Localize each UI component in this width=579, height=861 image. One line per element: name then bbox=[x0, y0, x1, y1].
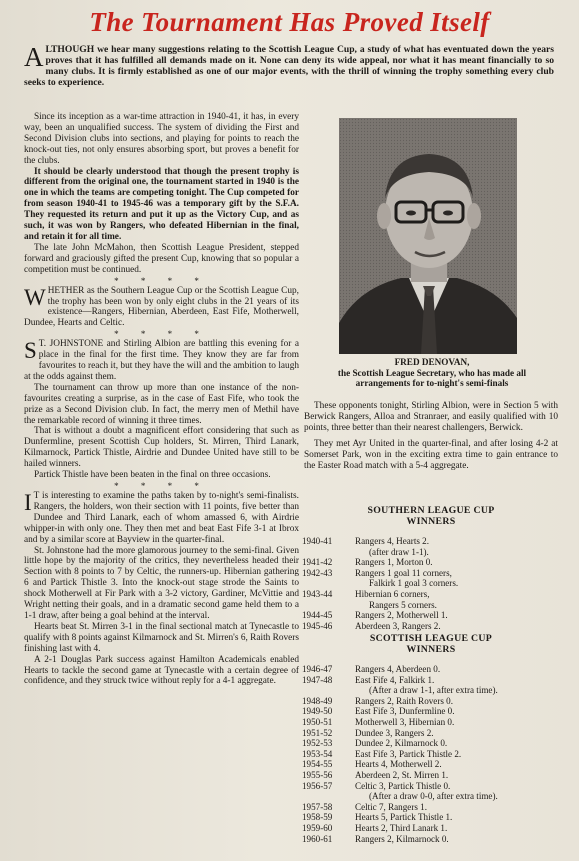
winners-season: 1959-60 bbox=[302, 822, 333, 833]
winners-row bbox=[302, 621, 560, 632]
winners-row bbox=[302, 791, 560, 802]
paragraph-dropcap: W bbox=[24, 284, 46, 310]
winners-row bbox=[302, 802, 560, 813]
winners-result: Aberdeen 2, St. Mirren 1. bbox=[355, 769, 449, 780]
winners-row bbox=[302, 547, 560, 558]
winners-season: 1944-45 bbox=[302, 610, 333, 621]
winners-season: 1942-43 bbox=[302, 567, 333, 578]
paragraph-dropcap: S bbox=[24, 338, 37, 364]
winners-result: (After a draw 0-0, after extra time). bbox=[369, 791, 498, 802]
intro-text: LTHOUGH we hear many suggestions relating to the Scottish League Cup, a study of what has eventuated down the years proves that it has fulfilled all demands made on it. None can deny its wide appeal, nor what it has meant financially to so many clubs. It is firmly established as one of our major events, with the thrill of winning the trophy something every club seeks to experience. bbox=[24, 44, 554, 88]
winners-row bbox=[302, 781, 560, 792]
intro-paragraph bbox=[24, 44, 554, 88]
scottish-winners-list bbox=[302, 633, 560, 844]
winners-row bbox=[302, 557, 560, 568]
article-paragraph: WHETHER as the Southern League Cup or the Scottish League Cup, the trophy has been won by only eight clubs in the 21 years of its existence—Rangers, Hibernian, Aberdeen, East Fife, Motherwell, Dundee, Hearts and Celtic. bbox=[24, 284, 299, 329]
article-paragraph: A 2-1 Douglas Park success against Hamilton Academicals enabled Hearts to tackle the second game at Tynecastle with a certain degree of confidence, and they struck twice without reply for a 4-1 aggregate. bbox=[24, 654, 299, 687]
winners-season: 1948-49 bbox=[302, 695, 333, 706]
winners-season bbox=[302, 578, 355, 589]
winners-season: 1958-59 bbox=[302, 812, 333, 823]
caption-description: the Scottish League Secretary, who has made all arrangements for to-night's semi-finals bbox=[337, 367, 527, 389]
winners-season: 1943-44 bbox=[302, 588, 333, 599]
winners-result: Rangers 5 corners. bbox=[369, 599, 437, 610]
article-paragraph: I T is interesting to examine the paths taken by to-night's semi-finalists. Rangers, the holders, won their section with 11 points, five better than Dundee and Third Lanark, each of whom amassed 6, with Airdrie whipper-in with only one. They then met and beat East Fife 3-1 at Ibrox and by a similar score at Bayview in the quarter-final. bbox=[24, 490, 299, 545]
winners-row bbox=[302, 589, 560, 600]
article-paragraph: Since its inception as a war-time attraction in 1940-41, it has, in every way, been an unqualified success. The system of dividing the First and Second Division clubs into sections, and playing for points to reach the knock-out ties, not only ensures absorbing sport, but proves a benefit for the clubs. bbox=[24, 112, 299, 166]
winners-result: East Fife 4, Falkirk 1. bbox=[355, 674, 435, 685]
winners-row bbox=[302, 749, 560, 760]
winners-row bbox=[302, 536, 560, 547]
winners-result: Hearts 4, Motherwell 2. bbox=[355, 759, 442, 770]
section-separator: * * * * bbox=[114, 275, 209, 286]
winners-row bbox=[302, 823, 560, 834]
winners-row bbox=[302, 728, 560, 739]
winners-result: Rangers 1, Morton 0. bbox=[355, 557, 433, 568]
winners-season: 1950-51 bbox=[302, 716, 333, 727]
section-separator: * * * * bbox=[114, 481, 209, 491]
winners-season: 1945-46 bbox=[302, 620, 333, 631]
winners-row bbox=[302, 834, 560, 845]
winners-season bbox=[302, 685, 355, 696]
winners-result: East Fife 3, Partick Thistle 2. bbox=[355, 748, 462, 759]
article-paragraph: That is without a doubt a magnificent effort considering that such as Dunfermline, present Scottish Cup holders, St. Mirren, Third Lanark, Kilmarnock, Partick Thistle, Airdrie and Dundee United have still to be hailed winners. bbox=[24, 426, 299, 470]
winners-result: Celtic 7, Rangers 1. bbox=[355, 801, 427, 812]
winners-season: 1960-61 bbox=[302, 833, 333, 844]
winners-row bbox=[302, 759, 560, 770]
winners-result: Rangers 4, Hearts 2. bbox=[355, 536, 429, 546]
article-paragraph: Hearts beat St. Mirren 3-1 in the final sectional match at Tynecastle to qualify with 8 points against Kilmarnock and St. Mirren's 6, Raith Rovers finishing last with 4. bbox=[24, 621, 299, 654]
winners-result: Dundee 2, Kilmarnock 0. bbox=[355, 738, 448, 749]
winners-season: 1953-54 bbox=[302, 748, 333, 759]
southern-winners-heading: SOUTHERN LEAGUE CUP WINNERS bbox=[367, 505, 495, 527]
section-separator: * * * * bbox=[114, 329, 209, 340]
article-paragraph: The late John McMahon, then Scottish League President, stepped forward and graciously gifted the present Cup, knowing that so popular a competition must be continued. bbox=[24, 242, 299, 275]
winners-result: Dundee 3, Rangers 2. bbox=[355, 727, 434, 738]
paragraph-dropcap: I bbox=[24, 490, 32, 515]
scottish-winners-rows bbox=[302, 664, 560, 844]
winners-row bbox=[302, 610, 560, 621]
winners-season: 1951-52 bbox=[302, 727, 333, 738]
scottish-winners-heading: SCOTTISH LEAGUE CUP WINNERS bbox=[369, 633, 493, 655]
portrait-image bbox=[339, 118, 517, 354]
winners-season: 1941-42 bbox=[302, 557, 333, 568]
winners-row bbox=[302, 706, 560, 717]
winners-season: 1952-53 bbox=[302, 738, 333, 749]
winners-result: Hearts 5, Partick Thistle 1. bbox=[355, 812, 453, 823]
winners-season bbox=[302, 547, 355, 558]
winners-row bbox=[302, 568, 560, 579]
intro-dropcap: A bbox=[24, 42, 44, 72]
winners-result: Celtic 3, Partick Thistle 0. bbox=[355, 780, 451, 791]
winners-row bbox=[302, 675, 560, 686]
winners-row bbox=[302, 664, 560, 675]
winners-season: 1956-57 bbox=[302, 780, 333, 791]
winners-season: 1954-55 bbox=[302, 759, 333, 770]
winners-result: Rangers 2, Motherwell 1. bbox=[355, 610, 448, 621]
winners-result: Rangers 4, Aberdeen 0. bbox=[355, 664, 441, 674]
winners-season: 1940-41 bbox=[302, 536, 333, 546]
winners-result: Rangers 2, Kilmarnock 0. bbox=[355, 833, 449, 844]
winners-season: 1947-48 bbox=[302, 674, 333, 685]
winners-result: (After a draw 1-1, after extra time). bbox=[369, 685, 498, 696]
winners-row bbox=[302, 717, 560, 728]
portrait-photo bbox=[339, 118, 517, 354]
winners-result: Hearts 2, Third Lanark 1. bbox=[355, 822, 448, 833]
article-paragraph: St. Johnstone had the more glamorous journey to the semi-final. Given little hope by the majority of the critics, they nevertheless headed their Section with 8 points to 7 by Celtic, the runners-up. Hibernian gathering 6 and Partick Thistle 3. Into the knock-out stage strode the Saints to shock Motherwell at Fir Park with a 3-2 victory, Gardiner, McVittie and Wright netting their goals, and in a dramatic second game held them to a 1-1 draw, after being a goal behind at the interval. bbox=[24, 545, 299, 621]
photo-caption bbox=[318, 357, 546, 389]
winners-result: Motherwell 3, Hibernian 0. bbox=[355, 716, 455, 727]
article-paragraph: The tournament can throw up more than one instance of the non-favourites creating a surprise, as in the case of East Fife, who took the prize as a Second Division club. In fact, the merry men of Methil have the remarkable record of winning it three times. bbox=[24, 382, 299, 426]
article-paragraph: Partick Thistle have been beaten in the final on three occasions. bbox=[34, 470, 271, 481]
winners-result: Aberdeen 3, Rangers 2. bbox=[355, 620, 441, 631]
winners-season: 1955-56 bbox=[302, 769, 333, 780]
winners-result: East Fife 3, Dunfermline 0. bbox=[355, 706, 455, 717]
winners-row bbox=[302, 770, 560, 781]
winners-row bbox=[302, 812, 560, 823]
winners-season bbox=[302, 600, 355, 611]
southern-winners-rows bbox=[302, 536, 560, 631]
winners-season: 1949-50 bbox=[302, 706, 333, 717]
winners-result: Rangers 1 goal 11 corners, bbox=[355, 567, 452, 578]
southern-winners-list bbox=[302, 505, 560, 631]
winners-result: Rangers 2, Raith Rovers 0. bbox=[355, 695, 453, 706]
winners-row bbox=[302, 600, 560, 611]
right-column bbox=[304, 401, 558, 471]
winners-row bbox=[302, 685, 560, 696]
winners-row bbox=[302, 578, 560, 589]
article-paragraph: They met Ayr United in the quarter-final, and after losing 4-2 at Somerset Park, won in the exciting extra time to gain entrance to the Easter Road match with a 5-4 aggregate. bbox=[304, 438, 558, 471]
page-title: The Tournament Has Proved Itself bbox=[89, 7, 490, 37]
winners-season: 1946-47 bbox=[302, 664, 333, 674]
article-paragraph: S T. JOHNSTONE and Stirling Albion are battling this evening for a place in the final for the first time. They know they are far from favourites to reach it, but they have the will and the ambition to laugh at the odds against them. bbox=[24, 338, 299, 382]
winners-season bbox=[302, 791, 355, 802]
winners-result: Falkirk 1 goal 3 corners. bbox=[369, 578, 459, 589]
article-paragraph-bold: It should be clearly understood that though the present trophy is different from the original one, the tournament started in 1940 is the one in which the teams are competing tonight. The Cup competed for from season 1940-41 to 1945-46 was a temporary gift by the S.F.A. They requested its return and put it up as the Victory Cup, and as such, it was won by Rangers, who defeated Hibernian in the final, and retain it for all time. bbox=[24, 166, 299, 242]
winners-result: Hibernian 6 corners, bbox=[355, 588, 430, 599]
article-paragraph: These opponents tonight, Stirling Albion, were in Section 5 with Berwick Rangers, Alloa and Stranraer, and easily qualified with 10 points, three better than their nearest challengers, Berwick. bbox=[304, 401, 558, 433]
winners-season: 1957-58 bbox=[302, 801, 333, 812]
winners-result: (after draw 1-1). bbox=[369, 546, 429, 557]
winners-row bbox=[302, 738, 560, 749]
caption-name: FRED DENOVAN, bbox=[394, 357, 470, 367]
winners-row bbox=[302, 696, 560, 707]
left-column bbox=[24, 112, 299, 857]
